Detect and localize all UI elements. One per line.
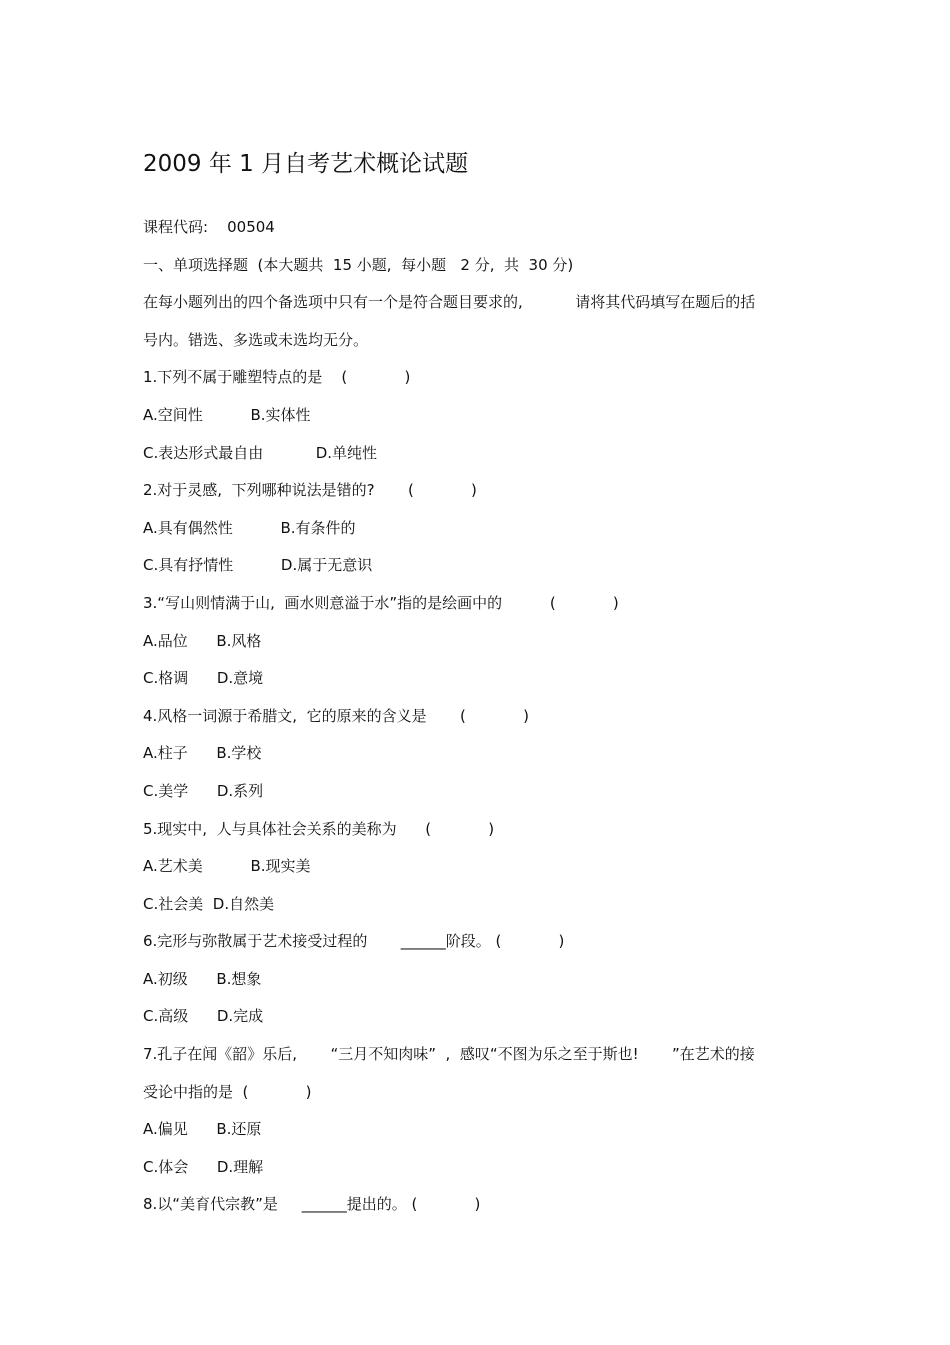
text-line: A.具有偶然性 B.有条件的 <box>143 518 356 537</box>
document-title: 2009 年 1 月自考艺术概论试题 <box>143 151 469 177</box>
text-line: 受论中指的是 ( ) <box>143 1082 312 1101</box>
text-line: C.社会美 D.自然美 <box>143 894 275 913</box>
text-line: 7.孔子在闻《韶》乐后, “三月不知肉味” , 感叹“不图为乐之至于斯也! ”在艺术的接 <box>143 1045 755 1064</box>
text-line: 在每小题列出的四个备选项中只有一个是符合题目要求的, 请将其代码填写在题后的括 <box>143 293 756 312</box>
text-line: A.初级 B.想象 <box>143 969 262 988</box>
text-line: A.柱子 B.学校 <box>143 744 262 763</box>
text-line: 8.以“美育代宗教”是 ______提出的。 ( ) <box>143 1195 481 1214</box>
text-line: 课程代码: 00504 <box>143 218 275 236</box>
text-line: 5.现实中, 人与具体社会关系的美称为 ( ) <box>143 819 495 838</box>
text-line: 3.“写山则情满于山, 画水则意溢于水”指的是绘画中的 ( ) <box>143 593 619 612</box>
text-line: 一、单项选择题 (本大题共 15 小题, 每小题 2 分, 共 30 分) <box>143 255 574 274</box>
document-body <box>143 213 813 1228</box>
text-line: 号内。错选、多选或未选均无分。 <box>143 330 369 349</box>
text-line: A.品位 B.风格 <box>143 631 262 650</box>
text-line: C.高级 D.完成 <box>143 1007 264 1026</box>
text-line: 2.对于灵感, 下列哪种说法是错的? ( ) <box>143 481 477 500</box>
text-line: C.格调 D.意境 <box>143 669 264 688</box>
text-line: 1.下列不属于雕塑特点的是 ( ) <box>143 368 411 387</box>
text-line: C.具有抒情性 D.属于无意识 <box>143 556 373 575</box>
text-line: A.艺术美 B.现实美 <box>143 857 311 876</box>
text-line: 4.风格一词源于希腊文, 它的原来的含义是 ( ) <box>143 706 529 725</box>
text-line: C.表达形式最自由 D.单纯性 <box>143 443 378 462</box>
text-line: A.偏见 B.还原 <box>143 1120 262 1139</box>
text-line: C.美学 D.系列 <box>143 781 264 800</box>
text-line: 6.完形与弥散属于艺术接受过程的 ______阶段。 ( ) <box>143 932 565 951</box>
text-line: C.体会 D.理解 <box>143 1157 264 1176</box>
text-line: A.空间性 B.实体性 <box>143 405 311 424</box>
